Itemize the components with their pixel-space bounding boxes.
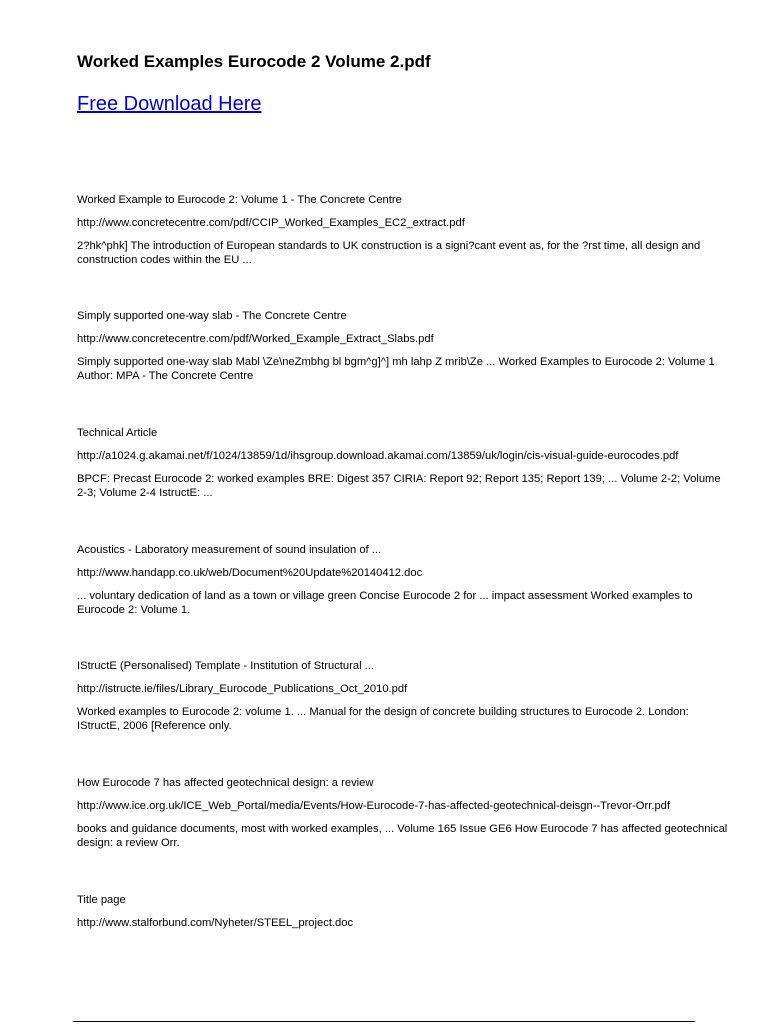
document-title: Worked Examples Eurocode 2 Volume 2.pdf bbox=[77, 52, 431, 71]
entry-title: Technical Article bbox=[77, 427, 158, 439]
entry-url[interactable]: http://www.ice.org.uk/ICE_Web_Portal/media/Events/How-Eurocode-7-has-affected-geotechnical-deisgn--Trevor-Orr.pdf bbox=[77, 800, 670, 812]
entry-url[interactable]: http://www.stalforbund.com/Nyheter/STEEL_project.doc bbox=[77, 917, 354, 929]
entry-description: books and guidance documents, most with worked examples, ... Volume 165 Issue GE6 How Eurocode 7 has affected geotechnical design: a review Orr. bbox=[77, 823, 728, 849]
entry-url[interactable]: http://www.concretecentre.com/pdf/CCIP_Worked_Examples_EC2_extract.pdf bbox=[77, 217, 465, 229]
entry-title: IStructE (Personalised) Template - Institution of Structural ... bbox=[77, 660, 375, 672]
result-entry bbox=[77, 193, 737, 267]
entry-description: ... voluntary dedication of land as a town or village green Concise Eurocode 2 for ... impact assessment Worked examples to Eurocode 2: Volume 1. bbox=[77, 590, 693, 616]
footer-rule bbox=[73, 1021, 695, 1022]
entry-description: 2?hk^phk] The introduction of European standards to UK construction is a signi?cant event as, for the ?rst time, all design and construction codes within the EU ... bbox=[77, 240, 701, 266]
entry-url[interactable]: http://www.handapp.co.uk/web/Document%20Update%20140412.doc bbox=[77, 567, 423, 579]
result-entry bbox=[77, 776, 737, 850]
entry-description: Simply supported one-way slab Mabl \Ze\neZmbhg bl bgm^g]^] mh lahp Z mrib\Ze ... Worked Examples to Eurocode 2: Volume 1 Author: MPA - The Concrete Centre bbox=[77, 356, 715, 382]
result-entry bbox=[77, 543, 737, 617]
entry-url[interactable]: http://istructe.ie/files/Library_Eurocode_Publications_Oct_2010.pdf bbox=[77, 683, 408, 695]
entry-title: Acoustics - Laboratory measurement of sound insulation of ... bbox=[77, 544, 382, 556]
result-entry bbox=[77, 893, 737, 930]
result-entry bbox=[77, 426, 737, 500]
entry-url[interactable]: http://a1024.g.akamai.net/f/1024/13859/1d/ihsgroup.download.akamai.com/13859/uk/login/cis-visual-guide-eurocodes.pdf bbox=[77, 450, 679, 462]
entry-description: BPCF: Precast Eurocode 2: worked examples BRE: Digest 357 CIRIA: Report 92; Report 135; Report 139; ... Volume 2-2; Volume 2-3; Volume 2-4 IstructE: ... bbox=[77, 473, 721, 499]
entry-title: Worked Example to Eurocode 2: Volume 1 - The Concrete Centre bbox=[77, 194, 402, 206]
result-entry bbox=[77, 659, 737, 733]
entry-title: Simply supported one-way slab - The Concrete Centre bbox=[77, 310, 347, 322]
entry-url[interactable]: http://www.concretecentre.com/pdf/Worked_Example_Extract_Slabs.pdf bbox=[77, 333, 434, 345]
free-download-link[interactable]: Free Download Here bbox=[77, 93, 262, 115]
result-entry bbox=[77, 309, 737, 383]
entry-title: Title page bbox=[77, 894, 126, 906]
entry-description: Worked examples to Eurocode 2: volume 1. ... Manual for the design of concrete building structures to Eurocode 2. London: IStructE, 2006 [Reference only. bbox=[77, 706, 689, 732]
entry-title: How Eurocode 7 has affected geotechnical design: a review bbox=[77, 777, 374, 789]
